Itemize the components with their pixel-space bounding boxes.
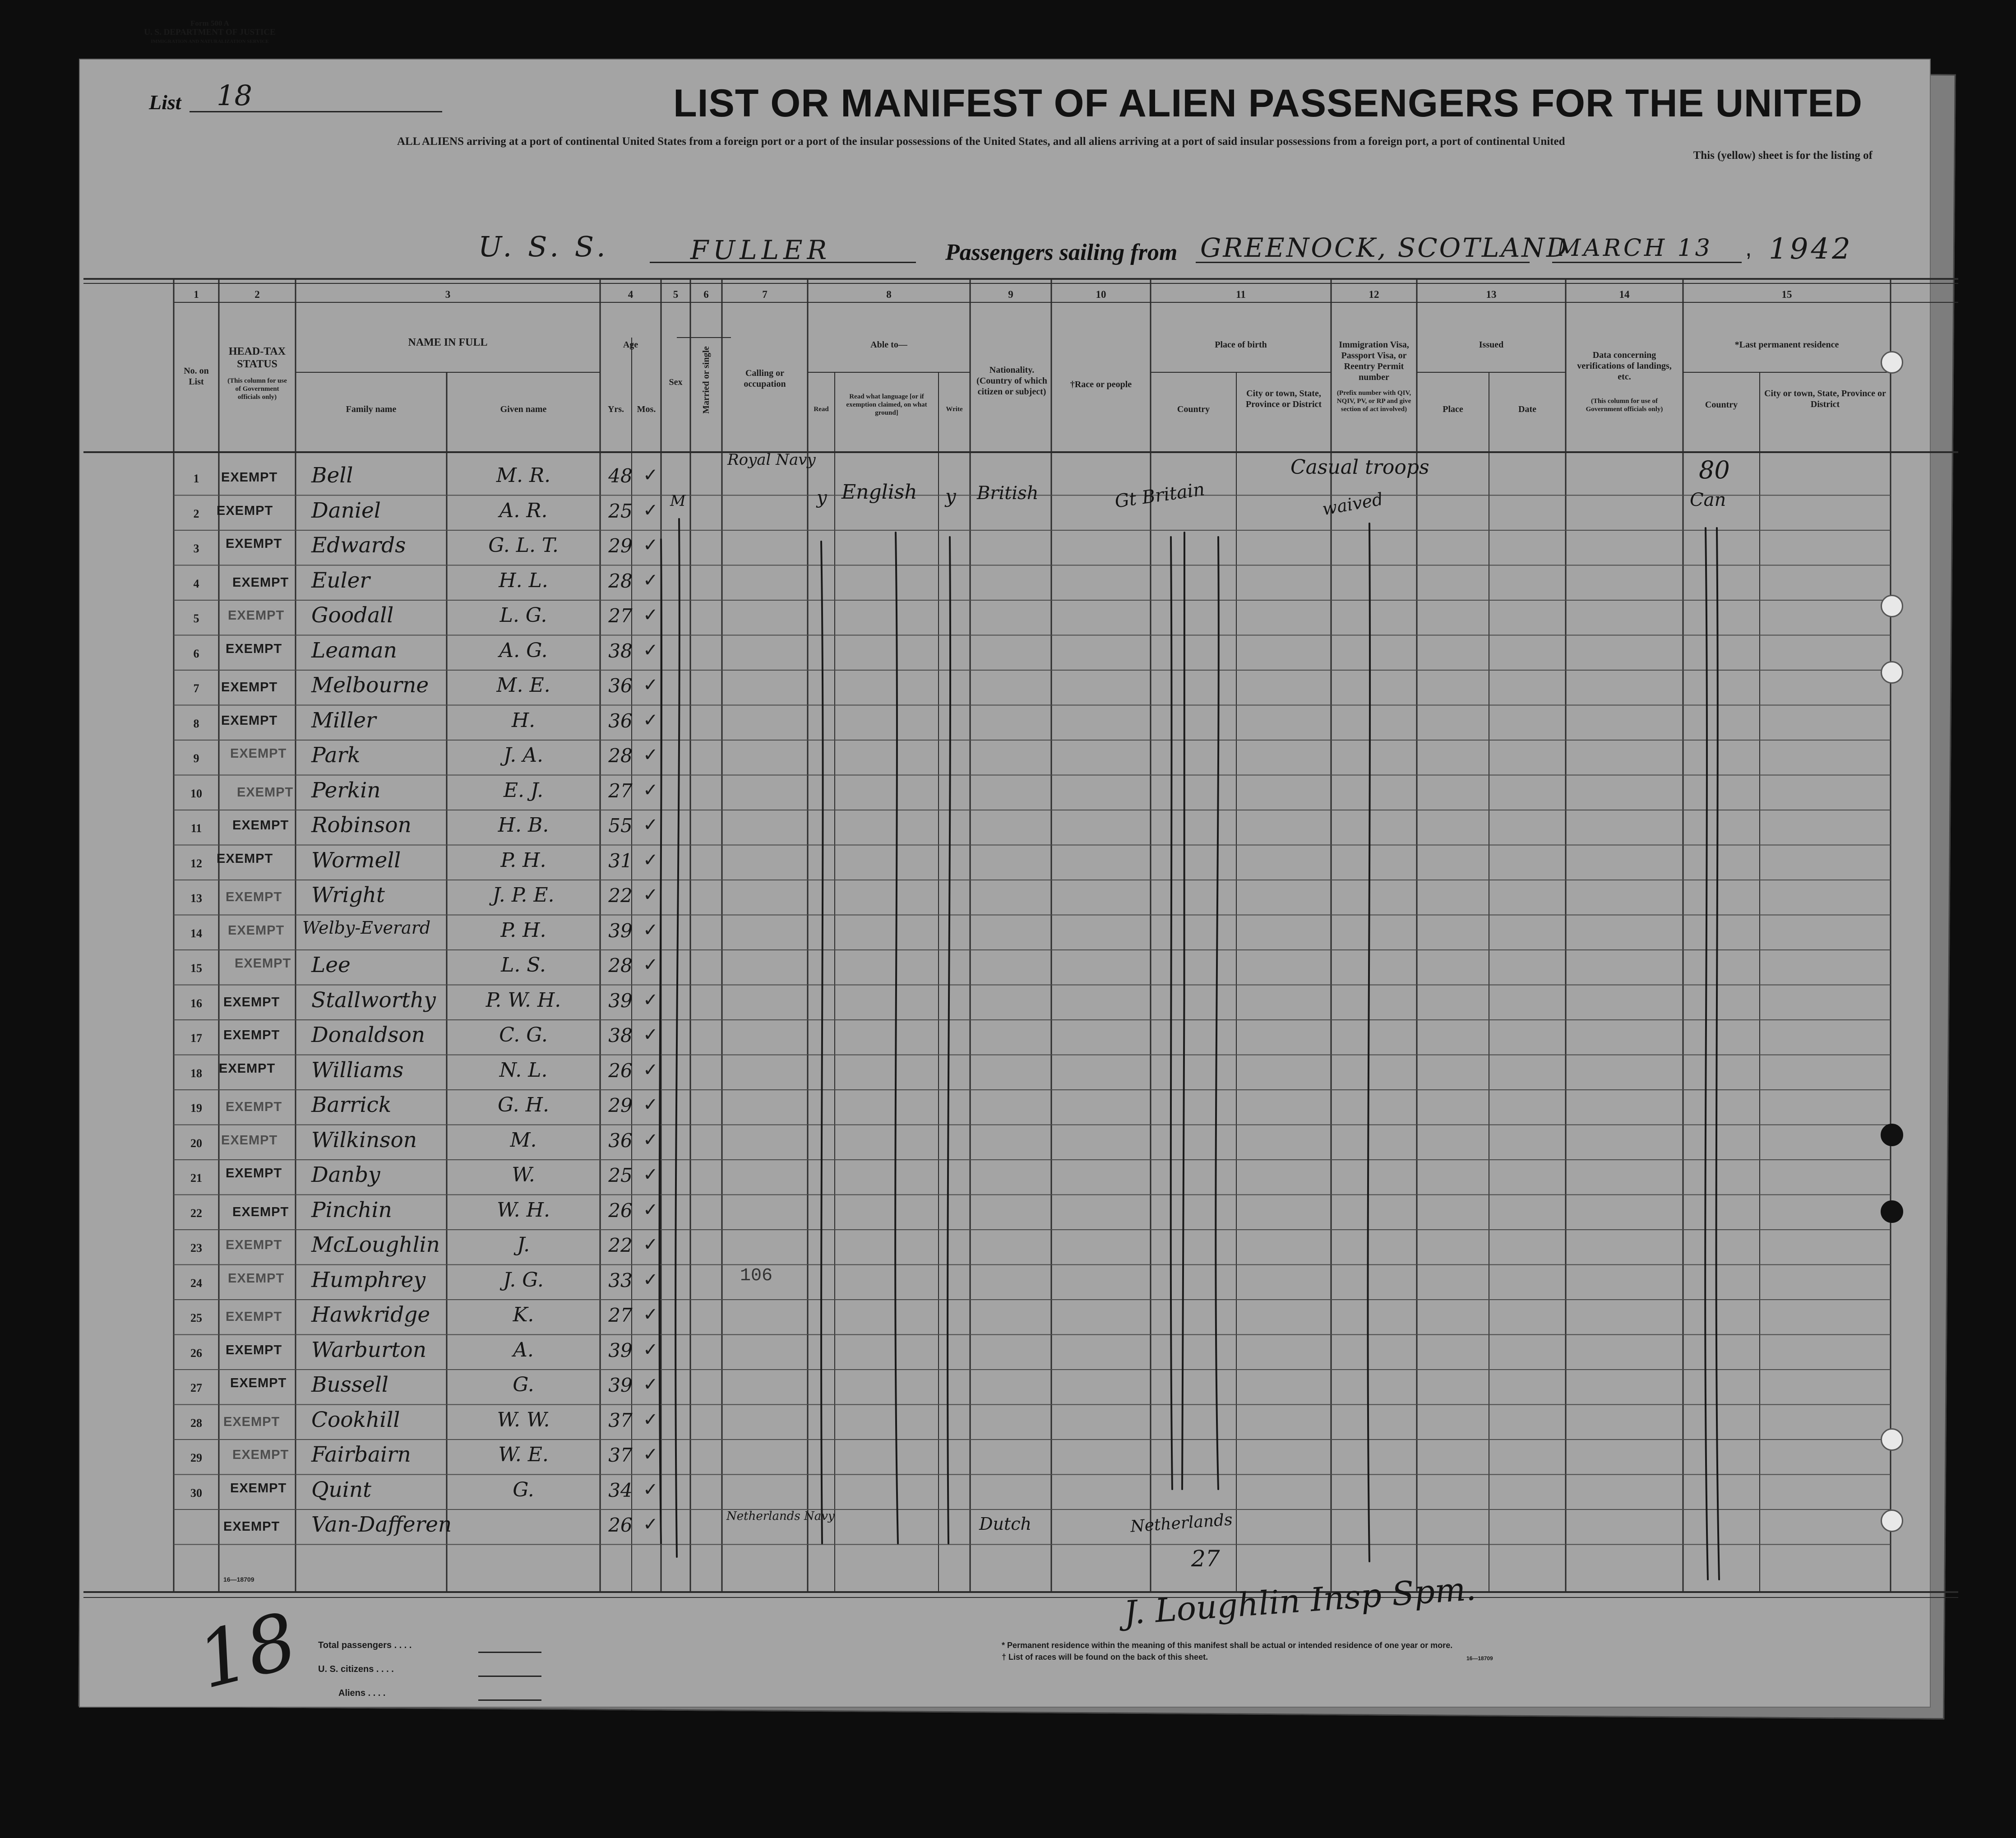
header-given-name: Given name <box>500 404 547 414</box>
family-name: Miller <box>311 708 376 733</box>
head-tax-status: EXEMPT <box>232 818 289 833</box>
aliens-label: Aliens . . . . <box>338 1688 386 1698</box>
family-name: Edwards <box>311 533 406 558</box>
check-mark-icon: ✓ <box>643 709 658 731</box>
check-mark-icon: ✓ <box>643 779 658 801</box>
family-name: Perkin <box>311 778 381 803</box>
age-years: 55 <box>608 815 633 837</box>
header-age: Age <box>623 340 638 350</box>
us-citizens-line <box>478 1676 541 1677</box>
sailing-port: GREENOCK, SCOTLAND <box>1200 232 1569 263</box>
row-number: 29 <box>190 1451 202 1464</box>
family-name: Van-Dafferen <box>311 1512 452 1537</box>
row-number: 8 <box>193 717 199 730</box>
list-number: 18 <box>217 79 252 112</box>
check-mark-icon: ✓ <box>643 1234 658 1255</box>
check-mark-icon: ✓ <box>643 1374 658 1395</box>
head-tax-status: EXEMPT <box>223 1028 280 1042</box>
mark-27: 27 <box>1191 1546 1220 1572</box>
family-name: Stallworthy <box>311 987 436 1013</box>
family-name: Robinson <box>311 813 412 838</box>
family-name: Quint <box>311 1477 371 1502</box>
given-name: A. G. <box>499 639 548 662</box>
row-number: 5 <box>193 612 199 625</box>
row-number: 9 <box>193 752 199 765</box>
row-number: 1 <box>193 472 199 485</box>
head-tax-status: EXEMPT <box>221 470 278 485</box>
head-tax-status: EXEMPT <box>228 608 285 623</box>
sailing-date: MARCH 13 <box>1557 235 1713 262</box>
given-name: E. J. <box>503 778 544 802</box>
header-race: †Race or people <box>1070 380 1132 389</box>
check-mark-icon: ✓ <box>643 569 658 591</box>
header-able-to: Able to— <box>870 340 907 350</box>
age-years: 39 <box>608 1374 633 1396</box>
read-language-row-1: English <box>842 481 917 504</box>
header-landings: Data concerning verifications of landings, etc. <box>1577 350 1672 382</box>
row-number: 20 <box>190 1136 202 1150</box>
col-number-3: 3 <box>445 289 451 300</box>
col-number-12: 12 <box>1369 289 1379 300</box>
family-name: Hawkridge <box>311 1302 430 1327</box>
punch-hole <box>1881 1124 1903 1146</box>
given-name: G. <box>513 1478 534 1501</box>
row-number: 6 <box>193 647 199 660</box>
head-tax-status: EXEMPT <box>232 1204 289 1219</box>
stamp-number: 106 <box>740 1266 773 1286</box>
check-mark-icon: ✓ <box>643 745 658 765</box>
head-tax-status: EXEMPT <box>223 995 280 1009</box>
family-name: Wright <box>311 883 385 907</box>
form-number: Form 500 A <box>190 19 229 28</box>
given-name: M. <box>510 1128 537 1152</box>
given-name: G. H. <box>498 1093 549 1116</box>
row-number: 10 <box>190 787 202 800</box>
check-mark-icon: ✓ <box>643 849 658 870</box>
head-tax-status: EXEMPT <box>221 1133 278 1148</box>
family-name: Lee <box>311 953 351 977</box>
family-name: Fairbairn <box>311 1442 411 1467</box>
col-number-5: 5 <box>673 289 679 300</box>
age-years: 36 <box>608 675 633 697</box>
row-number: 15 <box>190 962 202 975</box>
head-tax-status: EXEMPT <box>217 503 273 518</box>
row-number: 3 <box>193 542 199 555</box>
check-mark-icon: ✓ <box>643 1129 658 1150</box>
check-mark-icon: ✓ <box>643 1479 658 1500</box>
row-number: 24 <box>190 1276 202 1290</box>
visa-note-row-1b: waived <box>1321 489 1385 519</box>
head-tax-status: EXEMPT <box>235 956 291 971</box>
col-number-10: 10 <box>1096 289 1106 300</box>
footnote-permanent-residence: * Permanent residence within the meaning of this manifest shall be actual or intended residence of one year or more. <box>1002 1641 1453 1650</box>
check-mark-icon: ✓ <box>643 919 658 940</box>
header-issued: Issued <box>1479 340 1504 350</box>
check-mark-icon: ✓ <box>643 605 658 625</box>
nationality-row-30: Dutch <box>979 1514 1031 1534</box>
row-number: 12 <box>190 856 202 870</box>
given-name: K. <box>513 1303 534 1326</box>
inspector-signature: J. Loughlin Insp Spm. <box>1123 1569 1477 1632</box>
head-tax-status: EXEMPT <box>221 680 278 694</box>
header-head-tax: HEAD-TAX STATUS <box>228 346 286 370</box>
check-mark-icon: ✓ <box>643 815 658 835</box>
given-name: J. <box>517 1233 530 1256</box>
header-write: Write <box>946 406 963 413</box>
head-tax-status: EXEMPT <box>230 1481 287 1495</box>
service-name: IMMIGRATION AND NATURALIZATION SERVICE <box>151 39 269 44</box>
residence-row-1: 80 <box>1699 456 1730 484</box>
family-name: Wormell <box>311 847 401 873</box>
family-name: Warburton <box>311 1337 426 1362</box>
page-title: LIST OR MANIFEST OF ALIEN PASSENGERS FOR THE UNITED <box>673 82 1863 125</box>
us-citizens-label: U. S. citizens . . . . <box>318 1664 394 1674</box>
row-number: 13 <box>190 892 202 905</box>
age-years: 33 <box>608 1269 633 1292</box>
head-tax-status: EXEMPT <box>223 1414 280 1429</box>
given-name: A. R. <box>499 499 548 522</box>
given-name: P. H. <box>500 918 546 942</box>
check-mark-icon: ✓ <box>643 535 658 556</box>
row-number: 19 <box>190 1102 202 1115</box>
form-code: 16—18709 <box>1466 1655 1493 1662</box>
family-name: Bussell <box>311 1372 388 1397</box>
age-years: 31 <box>608 849 633 872</box>
check-mark-icon: ✓ <box>643 1199 658 1220</box>
given-name: P. H. <box>500 848 546 872</box>
sailing-label: Passengers sailing from <box>945 240 1178 265</box>
col-number-15: 15 <box>1781 289 1792 300</box>
total-passengers-line <box>478 1652 541 1653</box>
check-mark-icon: ✓ <box>643 1304 658 1325</box>
family-name: Bell <box>311 463 353 488</box>
row-number: 27 <box>190 1381 202 1394</box>
col-number-1: 1 <box>194 289 199 300</box>
row-number: 18 <box>190 1066 202 1080</box>
punch-hole <box>1881 351 1903 374</box>
read-mark-row-1: y <box>817 487 827 508</box>
age-years: 29 <box>608 535 633 557</box>
row-code: 16—18709 <box>223 1576 254 1583</box>
footnote-races: † List of races will be found on the back of this sheet. <box>1002 1653 1208 1662</box>
family-name: Park <box>311 743 361 768</box>
married-mark-row-1: M <box>670 492 686 510</box>
row-number: 17 <box>190 1032 202 1045</box>
total-passengers-label: Total passengers . . . . <box>318 1640 412 1650</box>
age-years: 27 <box>608 1304 633 1326</box>
head-tax-status: EXEMPT <box>232 575 289 590</box>
header-no-on-list: No. on List <box>184 366 209 387</box>
birth-country-row-30: Netherlands <box>1129 1510 1233 1536</box>
header-birth-city: City or town, State, Province or District <box>1245 389 1322 409</box>
family-name: Welby-Everard <box>302 917 431 938</box>
aliens-line <box>478 1699 541 1701</box>
check-mark-icon: ✓ <box>643 1024 658 1045</box>
head-tax-status: EXEMPT <box>226 537 282 551</box>
sailing-year: 1942 <box>1769 232 1853 266</box>
head-tax-status: EXEMPT <box>230 1376 287 1390</box>
given-name: J. G. <box>503 1268 544 1292</box>
check-mark-icon: ✓ <box>643 500 658 521</box>
row-number: 22 <box>190 1206 202 1220</box>
header-residence-country: Country <box>1705 400 1738 410</box>
header-landings-note: (This column for use of Government officials only) <box>1586 398 1663 413</box>
punch-hole <box>1881 1428 1903 1451</box>
ship-name: FULLER <box>690 235 832 265</box>
occupation-row-30: Netherlands Navy <box>726 1509 835 1523</box>
head-tax-status: EXEMPT <box>237 785 294 800</box>
age-years: 28 <box>608 569 633 592</box>
col-number-7: 7 <box>762 289 768 300</box>
given-name: W. E. <box>498 1443 549 1466</box>
punch-hole <box>1881 1509 1903 1532</box>
family-name: Cookhill <box>311 1407 400 1432</box>
header-birth-country: Country <box>1177 404 1210 414</box>
age-years: 25 <box>608 500 633 522</box>
family-name: Pinchin <box>311 1197 392 1222</box>
family-name: Danby <box>311 1162 380 1187</box>
birth-country-row-1: Gt Britain <box>1113 479 1206 512</box>
age-years: 29 <box>608 1094 633 1116</box>
col-number-9: 9 <box>1008 289 1013 300</box>
family-name: Melbourne <box>311 673 429 698</box>
age-years: 39 <box>608 989 633 1012</box>
occupation-row-1: Royal Navy <box>727 451 816 469</box>
header-nationality: Nationality. (Country of which citizen or subject) <box>976 365 1047 397</box>
age-years: 48 <box>608 465 633 487</box>
given-name: A. <box>513 1338 534 1361</box>
row-number: 23 <box>190 1241 202 1255</box>
header-head-tax-note: (This column for use of Government officials only) <box>227 377 287 401</box>
row-number: 2 <box>193 507 199 520</box>
col-number-11: 11 <box>1236 289 1246 300</box>
list-label: List <box>149 91 181 114</box>
given-name: J. P. E. <box>492 884 555 907</box>
check-mark-icon: ✓ <box>643 884 658 905</box>
age-years: 26 <box>608 1514 633 1536</box>
ship-prefix: U. S. S. <box>478 230 609 263</box>
department-name: U. S. DEPARTMENT OF JUSTICE <box>144 28 276 37</box>
family-name: McLoughlin <box>311 1232 440 1257</box>
family-name: Daniel <box>311 498 381 523</box>
age-years: 26 <box>608 1059 633 1082</box>
check-mark-icon: ✓ <box>643 989 658 1010</box>
row-number: 25 <box>190 1311 202 1324</box>
age-years: 27 <box>608 605 633 627</box>
age-years: 38 <box>608 1024 633 1046</box>
row-number: 21 <box>190 1171 202 1185</box>
given-name: H. B. <box>498 814 549 837</box>
check-mark-icon: ✓ <box>643 1164 658 1185</box>
age-years: 38 <box>608 639 633 662</box>
punch-hole <box>1881 595 1903 617</box>
age-years: 27 <box>608 779 633 802</box>
check-mark-icon: ✓ <box>643 675 658 695</box>
family-name: Barrick <box>311 1093 392 1117</box>
given-name: W. W. <box>497 1408 550 1431</box>
head-tax-status: EXEMPT <box>226 1238 282 1252</box>
age-years: 22 <box>608 884 633 907</box>
header-sex: Sex <box>669 377 683 387</box>
check-mark-icon: ✓ <box>643 1059 658 1080</box>
visa-note-row-1: Casual troops <box>1290 456 1429 479</box>
head-tax-status: EXEMPT <box>226 641 282 656</box>
given-name: G. <box>513 1373 534 1396</box>
check-mark-icon: ✓ <box>643 954 658 975</box>
header-issued-place: Place <box>1443 404 1463 414</box>
punch-hole <box>1881 661 1903 684</box>
family-name: Wilkinson <box>311 1127 417 1153</box>
write-mark-row-1: y <box>945 485 956 507</box>
row-number: 14 <box>190 926 202 940</box>
given-name: H. L. <box>499 569 548 592</box>
given-name: G. L. T. <box>488 534 559 557</box>
row-number: 7 <box>193 682 199 695</box>
punch-hole <box>1881 1200 1903 1223</box>
row-number: 26 <box>190 1346 202 1360</box>
header-read: Read <box>814 406 829 413</box>
check-mark-icon: ✓ <box>643 1339 658 1360</box>
age-years: 25 <box>608 1164 633 1186</box>
head-tax-status: EXEMPT <box>230 746 287 761</box>
head-tax-status: EXEMPT <box>232 1448 289 1462</box>
head-tax-status: EXEMPT <box>228 1271 285 1286</box>
row-number: 16 <box>190 996 202 1010</box>
head-tax-status: EXEMPT <box>226 1166 282 1181</box>
family-name: Donaldson <box>311 1023 425 1047</box>
header-calling: Calling or occupation <box>744 368 786 389</box>
col-number-6: 6 <box>703 289 709 300</box>
head-tax-status: EXEMPT <box>219 1061 276 1076</box>
row-number: 30 <box>190 1486 202 1500</box>
header-visa: Immigration Visa, Passport Visa, or Reentry Permit number <box>1339 340 1409 382</box>
given-name: J. A. <box>504 744 543 767</box>
age-years: 39 <box>608 1339 633 1361</box>
age-years: 28 <box>608 745 633 767</box>
family-name: Euler <box>311 568 370 593</box>
header-years: Yrs. <box>607 404 624 414</box>
given-name: W. H. <box>497 1198 550 1222</box>
row-number: 4 <box>193 577 199 590</box>
head-tax-status: EXEMPT <box>226 1343 282 1357</box>
subtitle-line-1: ALL ALIENS arriving at a port of continental United States from a foreign port or a port of the insular possessions of the United States, and all aliens arriving at a port of said insular possessions from a foreign port, a port of continental United <box>397 135 1565 148</box>
given-name: M. R. <box>496 464 551 487</box>
age-years: 34 <box>608 1479 633 1501</box>
header-visa-note: (Prefix number with QIV, NQIV, PV, or RP and give section of act involved) <box>1336 389 1411 413</box>
family-name: Leaman <box>311 638 397 663</box>
age-years: 39 <box>608 919 633 942</box>
head-tax-status: EXEMPT <box>226 890 282 904</box>
age-years: 37 <box>608 1409 633 1431</box>
header-residence-city: City or town, State, Province or District <box>1764 389 1886 409</box>
nationality-row-1: British <box>977 483 1039 504</box>
col-number-4: 4 <box>628 289 633 300</box>
given-name: L. S. <box>501 954 546 977</box>
age-years: 36 <box>608 1129 633 1152</box>
check-mark-icon: ✓ <box>643 1444 658 1465</box>
header-married: Married or single <box>701 346 711 414</box>
col-number-2: 2 <box>254 289 260 300</box>
given-name: H. <box>511 708 536 732</box>
header-family-name: Family name <box>346 404 397 414</box>
given-name: M. E. <box>496 674 550 697</box>
family-name: Humphrey <box>311 1267 426 1292</box>
age-years: 28 <box>608 954 633 977</box>
header-issued-date: Date <box>1518 404 1536 414</box>
header-months: Mos. <box>637 404 656 414</box>
check-mark-icon: ✓ <box>643 639 658 661</box>
head-tax-status: EXEMPT <box>221 713 278 728</box>
col-number-13: 13 <box>1486 289 1497 300</box>
sheet-mark: 18 <box>189 1596 306 1707</box>
check-mark-icon: ✓ <box>643 1094 658 1115</box>
head-tax-status: EXEMPT <box>226 1100 282 1114</box>
age-years: 36 <box>608 709 633 732</box>
head-tax-status: EXEMPT <box>226 1310 282 1324</box>
family-name: Williams <box>311 1057 404 1083</box>
row-number: 28 <box>190 1416 202 1430</box>
head-tax-status: EXEMPT <box>217 851 273 866</box>
head-tax-status: EXEMPT <box>228 923 285 938</box>
col-number-8: 8 <box>886 289 892 300</box>
family-name: Goodall <box>311 603 394 628</box>
header-read-what: Read what language [or if exemption claimed, on what ground] <box>846 393 927 417</box>
check-mark-icon: ✓ <box>643 1409 658 1430</box>
age-years: 37 <box>608 1444 633 1466</box>
age-years: 26 <box>608 1199 633 1222</box>
check-mark-icon: ✓ <box>643 1514 658 1535</box>
residence-row-1b: Can <box>1690 490 1726 510</box>
given-name: C. G. <box>499 1023 548 1046</box>
header-name-in-full: NAME IN FULL <box>408 337 488 348</box>
col-number-14: 14 <box>1619 289 1630 300</box>
age-years: 22 <box>608 1234 633 1256</box>
given-name: N. L. <box>499 1058 548 1082</box>
subtitle-line-2: This (yellow) sheet is for the listing of <box>1693 149 1873 162</box>
given-name: P. W. H. <box>486 988 561 1012</box>
head-tax-status: EXEMPT <box>223 1519 280 1534</box>
date-comma: , <box>1745 235 1752 261</box>
given-name: W. <box>512 1163 535 1186</box>
given-name: L. G. <box>499 604 547 627</box>
check-mark-icon: ✓ <box>643 1269 658 1290</box>
header-last-residence: *Last permanent residence <box>1734 340 1839 350</box>
row-number: 11 <box>190 822 202 835</box>
header-place-of-birth: Place of birth <box>1215 340 1267 350</box>
check-mark-icon: ✓ <box>643 465 658 486</box>
